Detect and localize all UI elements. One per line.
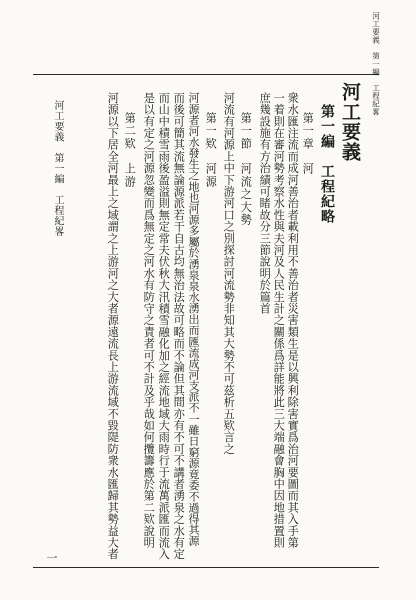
item1-line-2: 而後可簡其流無論源派若干自古均無治法故可略而不論但其間亦有不可不講者湧泉之水有定 — [172, 92, 186, 560]
item2-title: 第二欵 上游 — [123, 112, 137, 189]
bottom-rule — [33, 74, 379, 568]
section1-intro: 河流有河源上中下游河口之別探討河流勢非知其大勢不可茲析五欵言之 — [222, 92, 236, 455]
page-number: 一 — [45, 552, 58, 564]
intro-line-3: 庶幾設施有方治績可睹故分三節說明於篇首 — [258, 92, 272, 315]
item2-line-1: 河源以下居全河最上之域謂之上游河之大者源遠流長上游流域不毀隄防衆水匯歸其勢益大者 — [106, 92, 120, 560]
item1-line-3: 而山中積雪雨後盈溢則無定常夫伏秋大汛積雪融化加之經流地域大雨時行于流萬派匯而流入 — [157, 92, 171, 560]
running-head: 河工要義 第一編 工程紀畧 — [371, 12, 381, 116]
item1-title: 第一欵 河源 — [204, 112, 218, 189]
book-title: 河工要義 — [339, 82, 361, 162]
intro-line-1: 衆水匯注流而成河善治者載利用不善治者災害類生是以興利除害實爲治河要圖而其入手第 — [286, 92, 300, 549]
left-running-head: 河工要義 第一編 工程紀畧 — [52, 100, 63, 237]
chapter-title: 第一章 河 — [301, 112, 315, 176]
section1-title: 第一節 河流之大勢 — [239, 112, 253, 227]
part-title: 第一編 工程紀略 — [319, 104, 335, 224]
item1-line-1: 河源者河水發生之地也河源多屬於湧泉泉水湧出而匯流成河支派不一雖日窮源竟委不過得其源 — [187, 92, 201, 546]
item1-line-4: 是以有定之河源忽變而爲無定之河水有防守之責者可不計及乎哉如何攬籌應於第二欵說明 — [142, 92, 156, 549]
intro-line-2: 一着則在審河勢考察水性與夫河及人民生計之關係爲詳能將此三大端融會胸中因地措置則 — [272, 92, 286, 549]
